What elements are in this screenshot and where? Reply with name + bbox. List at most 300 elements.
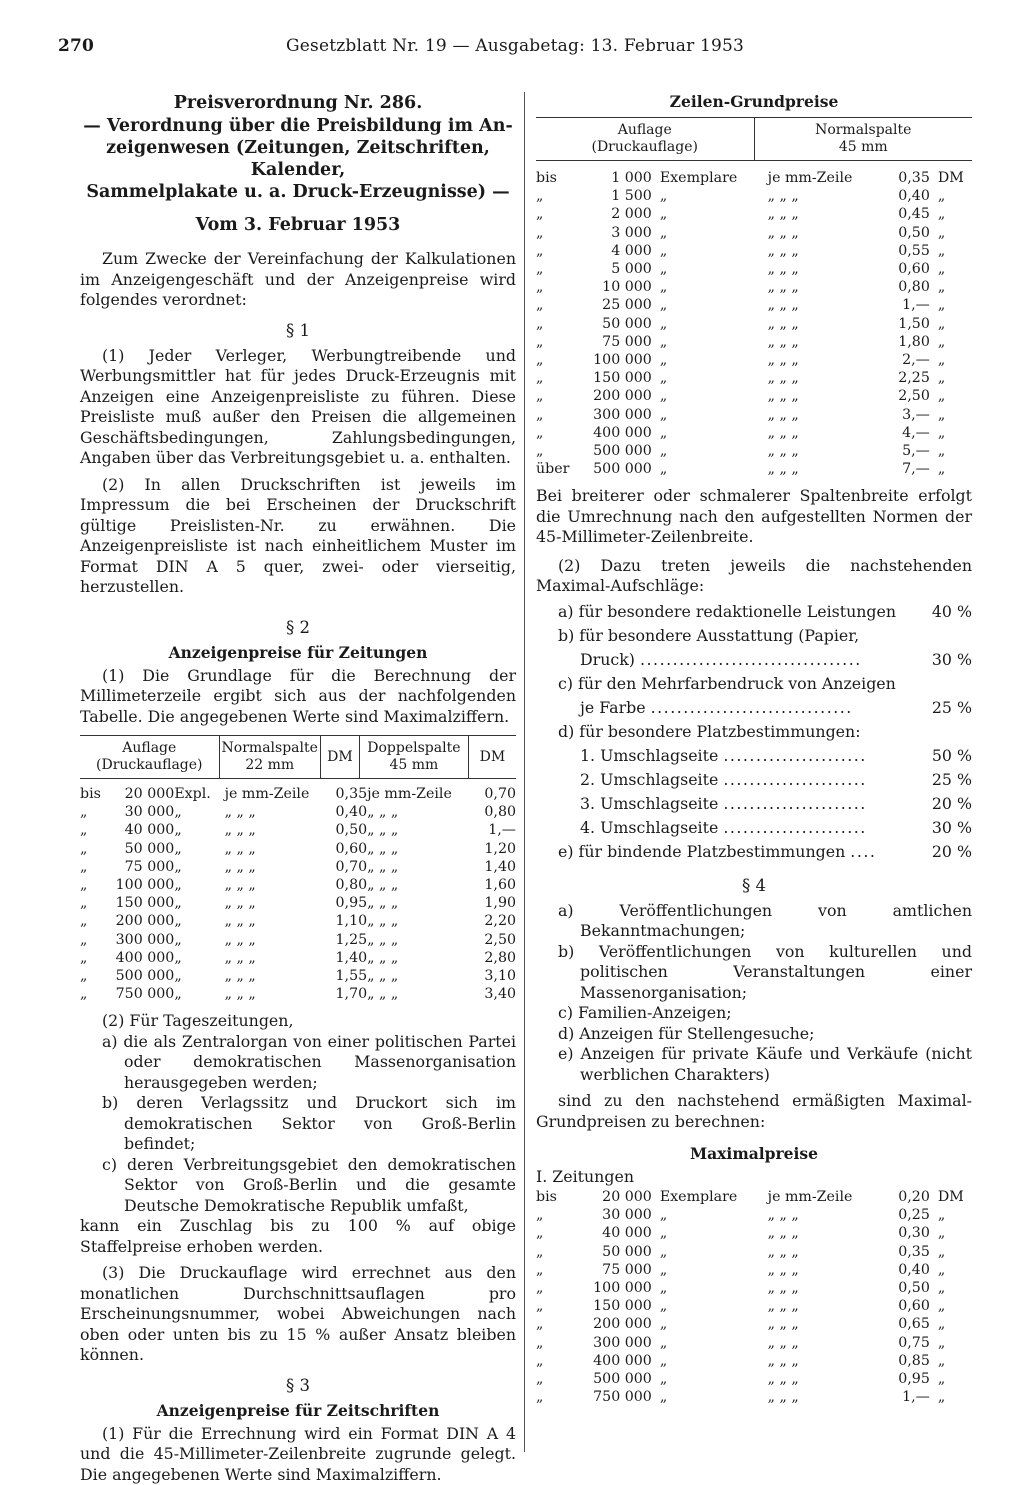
per-line-cell: „ „ „ (367, 986, 399, 1003)
list-item: c) Familien-Anzeigen; (558, 1003, 732, 1023)
table2-title: Zeilen-Grundpreise (669, 92, 839, 111)
unit-cell: „ (659, 1352, 668, 1369)
circulation-cell: 25 000 (602, 297, 652, 314)
unit-cell: „ (659, 261, 668, 278)
circulation-cell: 300 000 (115, 931, 175, 948)
price-cell: 1,50 (898, 315, 930, 332)
unit-cell: „ (659, 461, 668, 478)
unit-cell: „ (659, 279, 668, 296)
table-row (536, 406, 972, 424)
table-row (536, 1315, 972, 1333)
price-cell: 0,25 (898, 1207, 930, 1224)
prefix-cell: „ (80, 931, 88, 948)
table-row (536, 224, 972, 242)
circulation-cell: 150 000 (593, 370, 652, 387)
prefix-cell: „ (536, 1352, 544, 1369)
table-row (536, 442, 972, 460)
prefix-cell: über (536, 461, 570, 478)
circulation-cell: 200 000 (593, 388, 652, 405)
prefix-cell: „ (80, 877, 88, 894)
unit-cell: „ (174, 986, 182, 1003)
unit-cell: „ (659, 206, 668, 223)
table-row (80, 785, 516, 803)
price-cell: 0,30 (898, 1225, 930, 1242)
unit-cell: „ (659, 1261, 668, 1278)
table-row (536, 242, 972, 260)
section-sign: § 3 (286, 1375, 310, 1395)
surcharge-label: 3. Umschlagseite (580, 793, 719, 813)
prefix-cell: „ (80, 840, 88, 857)
circulation-cell: 30 000 (124, 804, 175, 821)
currency-cell: „ (937, 406, 946, 423)
surcharge-row (558, 625, 972, 646)
per-line-cell: „ „ „ (767, 279, 799, 296)
header-cell: 45 mm (838, 139, 888, 155)
price-cell: 1,55 (335, 968, 368, 985)
price-cell: 3,40 (484, 986, 516, 1003)
surcharge-value: 30 % (928, 817, 972, 838)
price-cell: 1,70 (335, 986, 368, 1003)
price-cell: 1,25 (335, 931, 368, 948)
prefix-cell: „ (536, 279, 544, 296)
table-row (536, 1334, 972, 1352)
unit-cell: „ (659, 388, 668, 405)
prefix-cell: „ (536, 352, 544, 369)
unit-cell: „ (174, 913, 182, 930)
per-line-cell: „ „ „ (224, 840, 256, 857)
per-line-cell: „ „ „ (767, 370, 799, 387)
per-line-cell: „ „ „ (767, 388, 799, 405)
per-line-cell: „ „ „ (367, 949, 399, 966)
surcharge-value: 25 % (928, 697, 972, 718)
per-line-cell: „ „ „ (767, 242, 799, 259)
header-cell: DM (320, 736, 359, 779)
surcharge-label: 1. Umschlagseite (580, 745, 719, 765)
per-line-cell: „ „ „ (767, 297, 799, 314)
per-line-cell: je mm-Zeile (767, 1188, 853, 1205)
leader-dots: ............................... (650, 697, 853, 717)
table-row (536, 1188, 972, 1206)
prefix-cell: „ (80, 804, 88, 821)
surcharge-row (558, 817, 972, 838)
surcharge-value: 25 % (928, 769, 972, 790)
ordinance-title (80, 92, 516, 203)
leader-dots: ...................... (723, 817, 867, 837)
surcharge-row (558, 697, 972, 718)
price-cell: 0,70 (335, 858, 368, 875)
currency-cell: DM (937, 170, 964, 186)
prefix-cell: „ (536, 1261, 544, 1278)
price-cell: 0,40 (898, 188, 930, 205)
surcharge-row (558, 841, 972, 862)
circulation-cell: 40 000 (124, 822, 175, 839)
table-row (80, 985, 516, 1003)
prefix-cell: „ (536, 333, 544, 350)
page-header (58, 36, 958, 64)
per-line-cell: „ „ „ (767, 1389, 799, 1406)
currency-cell: „ (937, 206, 946, 223)
price-cell: 5,— (902, 443, 930, 460)
prefix-cell: „ (536, 370, 544, 387)
list-item: b) Veröffentlichungen von kulturellen und politischen Veranstaltungen einer Massenorganisation; (558, 941, 972, 1002)
circulation-cell: 30 000 (602, 1207, 652, 1224)
currency-cell: „ (937, 370, 946, 387)
price-cell: 0,60 (898, 1298, 930, 1315)
currency-cell: „ (937, 315, 946, 332)
per-line-cell: „ „ „ (767, 1207, 799, 1224)
price-cell: 1,— (902, 1389, 930, 1406)
exception-list (536, 901, 972, 1086)
surcharge-label: e) für bindende Platzbestimmungen (558, 841, 846, 861)
section-heading: Anzeigenpreise für Zeitungen (168, 642, 428, 662)
unit-cell: „ (659, 242, 668, 259)
list-item: a) die als Zentralorgan von einer politischen Partei oder demokratischen Massenorganisation herausgegeben werden; (102, 1031, 516, 1092)
unit-cell: „ (174, 804, 182, 821)
list-item: a) Veröffentlichungen von amtlichen Bekanntmachungen; (558, 900, 972, 941)
surcharge-value: 50 % (928, 745, 972, 766)
unit-cell: „ (174, 895, 182, 912)
header-cell: 22 mm (245, 757, 295, 773)
surcharge-row (558, 601, 972, 622)
surcharge-label: d) für besondere Platzbestimmungen: (558, 721, 861, 741)
header-cell: Auflage (617, 122, 672, 138)
table-row (80, 912, 516, 930)
prefix-cell: „ (536, 297, 544, 314)
prefix-cell: „ (536, 388, 544, 405)
circulation-cell: 500 000 (115, 968, 175, 985)
price-cell: 0,95 (335, 895, 368, 912)
prefix-cell: „ (536, 1389, 544, 1406)
left-column (80, 92, 516, 1485)
price-cell: 0,60 (898, 261, 930, 278)
price-cell: 0,85 (898, 1352, 930, 1369)
price-cell: 2,25 (898, 370, 930, 387)
currency-cell: „ (937, 461, 946, 478)
prefix-cell: „ (536, 1243, 544, 1260)
per-line-cell: „ „ „ (367, 858, 399, 875)
circulation-cell: 50 000 (602, 315, 652, 332)
surcharge-label: b) für besondere Ausstattung (Papier, (558, 625, 860, 645)
table-row (536, 460, 972, 478)
circulation-cell: 75 000 (602, 333, 652, 350)
price-cell: 7,— (902, 461, 930, 478)
page-number: 270 (58, 36, 95, 56)
per-line-cell: „ „ „ (367, 822, 399, 839)
surcharge-label: 2. Umschlagseite (580, 769, 719, 789)
prefix-cell: bis (536, 170, 557, 186)
prefix-cell: „ (536, 206, 544, 223)
per-line-cell: „ „ „ (224, 986, 256, 1003)
surcharge-row (558, 673, 972, 694)
ordinance-date: Vom 3. Februar 1953 (195, 215, 401, 235)
circulation-cell: 400 000 (593, 1352, 652, 1369)
circulation-cell: 100 000 (115, 877, 175, 894)
per-line-cell: „ „ „ (224, 858, 256, 875)
per-line-cell: „ „ „ (767, 1316, 799, 1333)
circulation-cell: 150 000 (115, 895, 175, 912)
table-row (536, 1352, 972, 1370)
running-head: Gesetzblatt Nr. 19 — Ausgabetag: 13. Februar 1953 (286, 36, 745, 56)
currency-cell: „ (937, 1298, 946, 1315)
prefix-cell: „ (536, 406, 544, 423)
per-line-cell: „ „ „ (767, 188, 799, 205)
prefix-cell: „ (80, 895, 88, 912)
per-line-cell: „ „ „ (224, 877, 256, 894)
table-row (536, 1370, 972, 1388)
leader-dots: ...................... (723, 769, 867, 789)
leader-dots: ...................... (723, 793, 867, 813)
circulation-cell: 10 000 (602, 279, 652, 296)
per-line-cell: „ „ „ (767, 1243, 799, 1260)
circulation-cell: 750 000 (593, 1389, 652, 1406)
price-cell: 0,20 (898, 1188, 930, 1205)
unit-cell: „ (174, 858, 182, 875)
price-cell: 0,70 (484, 786, 516, 802)
currency-cell: „ (937, 1334, 946, 1351)
maxprice-heading: Maximalpreise (689, 1144, 818, 1164)
table-row (80, 803, 516, 821)
currency-cell: DM (937, 1188, 964, 1205)
circulation-cell: 40 000 (602, 1225, 652, 1242)
circulation-cell: 300 000 (593, 406, 652, 423)
table-row (536, 1206, 972, 1224)
leader-dots: ...................... (723, 745, 867, 765)
paragraph: (2) In allen Druckschriften ist jeweils im Impressum die bei Erscheinen der Druckschrift gültige Preislisten-Nr. zu erwähnen. Die Anzeigenpreisliste ist nach einheitlichem Muster im Format DIN A 5 quer, zwei- oder vierseitig, herzustellen. (80, 474, 516, 596)
unit-cell: „ (659, 1207, 668, 1224)
price-cell: 1,— (488, 822, 516, 839)
price-cell: 0,75 (898, 1334, 930, 1351)
unit-cell: „ (659, 406, 668, 423)
circulation-cell: 750 000 (115, 986, 175, 1003)
unit-cell: Exemplare (659, 170, 738, 186)
per-line-cell: „ „ „ (767, 224, 799, 241)
circulation-cell: 500 000 (593, 443, 652, 460)
unit-cell: „ (659, 352, 668, 369)
header-cell: 45 mm (389, 757, 439, 773)
paragraph: (1) Für die Errechnung wird ein Format DIN A 4 und die 45-Millimeter-Zeilenbreite zugrunde gelegt. Die angegebenen Werte sind Maximalziffern. (80, 1423, 516, 1484)
currency-cell: „ (937, 388, 946, 405)
table2-header (536, 117, 972, 161)
list-item: c) deren Verbreitungsgebiet den demokratischen Sektor von Groß-Berlin und die gesamte Deutsche Demokratische Republik umfaßt, (102, 1154, 516, 1215)
price-cell: 2,50 (484, 931, 516, 948)
section-sign: § 4 (742, 875, 766, 895)
circulation-cell: 400 000 (593, 424, 652, 441)
unit-cell: „ (174, 840, 182, 857)
price-cell: 1,80 (898, 333, 930, 350)
table-row (536, 333, 972, 351)
table-row (536, 260, 972, 278)
unit-cell: „ (659, 1298, 668, 1315)
surcharge-list (536, 601, 972, 862)
price-cell: 1,20 (484, 840, 516, 857)
circulation-cell: 2 000 (611, 206, 652, 223)
prefix-cell: „ (536, 1298, 544, 1315)
header-cell: Doppelspalte (367, 740, 461, 756)
prefix-cell: „ (80, 822, 88, 839)
unit-cell: „ (174, 931, 182, 948)
prefix-cell: „ (536, 261, 544, 278)
circulation-cell: 75 000 (124, 858, 175, 875)
price-cell: 2,— (902, 352, 930, 369)
table-row (536, 187, 972, 205)
currency-cell: „ (937, 424, 946, 441)
price-cell: 0,50 (898, 1279, 930, 1296)
price-cell: 0,40 (335, 804, 368, 821)
section-sign: § 1 (286, 320, 310, 340)
price-cell: 2,80 (484, 949, 516, 966)
surcharge-label: 4. Umschlagseite (580, 817, 719, 837)
prefix-cell: „ (80, 949, 88, 966)
unit-cell: „ (659, 370, 668, 387)
subheading: I. Zeitungen (536, 1167, 634, 1187)
unit-cell: „ (659, 188, 668, 205)
unit-cell: „ (659, 1279, 668, 1296)
title-line: Sammelplakate u. a. Druck-Erzeugnisse) — (86, 182, 510, 202)
leader-dots: .... (850, 841, 877, 861)
unit-cell: „ (174, 968, 182, 985)
price-cell: 2,20 (484, 913, 516, 930)
surcharge-row (558, 721, 972, 742)
table-row (536, 424, 972, 442)
table-row (536, 1279, 972, 1297)
paragraph: (1) Die Grundlage für die Berechnung der Millimeterzeile ergibt sich aus der nachfolgenden Tabelle. Die angegebenen Werte sind Maximalziffern. (80, 665, 516, 726)
currency-cell: „ (937, 242, 946, 259)
per-line-cell: „ „ „ (767, 315, 799, 332)
unit-cell: „ (659, 297, 668, 314)
price-cell: 1,60 (484, 877, 516, 894)
circulation-cell: 1 000 (611, 170, 652, 186)
per-line-cell: je mm-Zeile (767, 170, 853, 186)
prefix-cell: „ (536, 188, 544, 205)
table1-header (80, 735, 516, 779)
per-line-cell: „ „ „ (767, 406, 799, 423)
price-cell: 0,95 (898, 1370, 930, 1387)
price-cell: 0,50 (898, 224, 930, 241)
section-heading: Anzeigenpreise für Zeitschriften (156, 1400, 440, 1420)
unit-cell: „ (659, 443, 668, 460)
table-row (80, 858, 516, 876)
title-line: Preisverordnung Nr. 286. (173, 93, 423, 113)
header-cell: Normalspalte (815, 122, 912, 138)
circulation-cell: 1 500 (611, 188, 652, 205)
currency-cell: „ (937, 224, 946, 241)
table-row (80, 894, 516, 912)
per-line-cell: „ „ „ (224, 913, 256, 930)
circulation-cell: 500 000 (593, 461, 652, 478)
table-row (80, 840, 516, 858)
price-cell: 0,45 (898, 206, 930, 223)
table-row (536, 351, 972, 369)
surcharge-label: Druck) (580, 649, 635, 669)
surcharge-label: a) für besondere redaktionelle Leistungen (558, 601, 897, 621)
surcharge-row (558, 745, 972, 766)
circulation-cell: 200 000 (593, 1316, 652, 1333)
currency-cell: „ (937, 188, 946, 205)
unit-cell: „ (659, 333, 668, 350)
unit-cell: „ (659, 1334, 668, 1351)
header-cell: (Druckauflage) (96, 757, 203, 773)
per-line-cell: „ „ „ (767, 261, 799, 278)
paragraph: sind zu den nachstehend ermäßigten Maximal-Grundpreisen zu berechnen: (536, 1091, 972, 1131)
surcharge-row (558, 769, 972, 790)
per-line-cell: „ „ „ (367, 840, 399, 857)
prefix-cell: „ (536, 1207, 544, 1224)
prefix-cell: „ (536, 1279, 544, 1296)
per-line-cell: „ „ „ (767, 1352, 799, 1369)
intro-paragraph: Zum Zwecke der Vereinfachung der Kalkulationen im Anzeigengeschäft und der Anzeigenpreise wird folgendes verordnet: (80, 249, 516, 309)
unit-cell: „ (659, 1316, 668, 1333)
currency-cell: „ (937, 1316, 946, 1333)
per-line-cell: „ „ „ (224, 822, 256, 839)
circulation-cell: 3 000 (611, 224, 652, 241)
prefix-cell: „ (536, 1370, 544, 1387)
per-line-cell: „ „ „ (767, 333, 799, 350)
price-cell: 0,65 (898, 1316, 930, 1333)
currency-cell: „ (937, 1389, 946, 1406)
table-row (80, 821, 516, 839)
list-item: e) Anzeigen für private Käufe und Verkäufe (nicht werblichen Charakters) (558, 1044, 972, 1084)
table1-body (80, 785, 516, 1003)
prefix-cell: „ (536, 315, 544, 332)
table-row (536, 1243, 972, 1261)
leader-dots: .................................. (640, 649, 862, 669)
paragraph: (2) Für Tageszeitungen, (102, 1011, 294, 1031)
price-cell: 0,35 (898, 170, 930, 186)
column-divider (524, 92, 525, 1452)
currency-cell: „ (937, 297, 946, 314)
price-cell: 2,50 (898, 388, 930, 405)
price-cell: 0,40 (898, 1261, 930, 1278)
table-row (536, 169, 972, 187)
table-row (80, 967, 516, 985)
price-cell: 3,10 (484, 968, 516, 985)
per-line-cell: „ „ „ (767, 1225, 799, 1242)
surcharge-row (558, 793, 972, 814)
currency-cell: „ (937, 1370, 946, 1387)
paragraph: (3) Die Druckauflage wird errechnet aus den monatlichen Durchschnittsauflagen pro Erscheinungsnummer, wobei Abweichungen nach oben oder unten bis zu 15 % außer Ansatz bleiben können. (80, 1263, 516, 1365)
prefix-cell: „ (536, 224, 544, 241)
paragraph: (2) Dazu treten jeweils die nachstehenden Maximal-Aufschläge: (536, 555, 972, 596)
circulation-cell: 50 000 (124, 840, 175, 857)
header-cell: Auflage (122, 740, 177, 756)
per-line-cell: „ „ „ (767, 424, 799, 441)
price-cell: 0,80 (335, 877, 368, 894)
circulation-cell: 4 000 (611, 242, 652, 259)
prefix-cell: „ (536, 1225, 544, 1242)
per-line-cell: „ „ „ (367, 931, 399, 948)
currency-cell: „ (937, 279, 946, 296)
currency-cell: „ (937, 352, 946, 369)
table-row (536, 315, 972, 333)
circulation-cell: 50 000 (602, 1243, 652, 1260)
unit-cell: Expl. (174, 786, 211, 802)
unit-cell: „ (659, 1389, 668, 1406)
price-cell: 0,55 (898, 242, 930, 259)
prefix-cell: „ (80, 913, 88, 930)
per-line-cell: „ „ „ (767, 1334, 799, 1351)
header-cell: (Druckauflage) (591, 139, 698, 155)
prefix-cell: „ (536, 1334, 544, 1351)
per-line-cell: „ „ „ (767, 352, 799, 369)
surcharge-value: 20 % (928, 793, 972, 814)
table-row (536, 1388, 972, 1406)
per-line-cell: „ „ „ (767, 461, 799, 478)
unit-cell: „ (174, 877, 182, 894)
unit-cell: „ (174, 822, 182, 839)
circulation-cell: 400 000 (115, 949, 175, 966)
prefix-cell: bis (536, 1188, 557, 1205)
unit-cell: „ (174, 949, 182, 966)
